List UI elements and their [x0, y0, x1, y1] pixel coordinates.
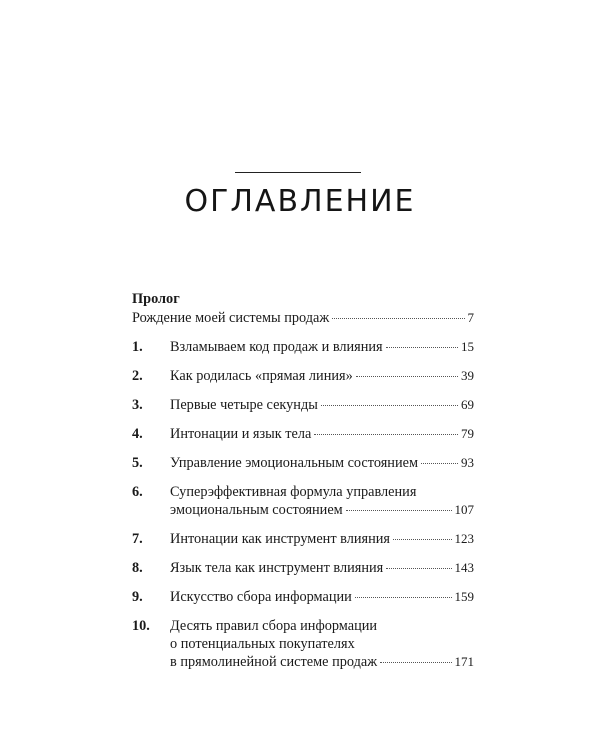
- chapter-title-line: Управление эмоциональным состоянием: [170, 455, 418, 471]
- chapter-body: [170, 454, 474, 472]
- chapter-number: 3.: [132, 397, 143, 413]
- chapter-page: 107: [454, 502, 474, 517]
- chapter-last-line: [170, 653, 474, 671]
- chapter-last-line: [170, 559, 474, 577]
- chapter-number: 10.: [132, 618, 150, 634]
- chapter-title-line: эмоциональным состоянием: [170, 502, 343, 518]
- leader-dots: [421, 463, 458, 464]
- chapter-entry: [132, 559, 474, 577]
- chapter-body: [170, 530, 474, 548]
- chapter-title-line: Интонации и язык тела: [170, 426, 312, 442]
- chapter-page: 79: [461, 426, 474, 441]
- leader-dots: [386, 347, 458, 348]
- chapter-page: 123: [454, 531, 474, 546]
- chapter-entry: [132, 483, 474, 519]
- chapter-page: 159: [454, 589, 474, 604]
- chapter-number: 4.: [132, 426, 143, 442]
- chapter-title-line: Язык тела как инструмент влияния: [170, 560, 384, 576]
- title-rule: [235, 172, 361, 173]
- prologue-entry: [132, 309, 474, 327]
- chapter-number: 7.: [132, 531, 143, 547]
- leader-dots: [380, 662, 451, 663]
- chapter-last-line: [170, 338, 474, 356]
- chapter-entry: [132, 338, 474, 356]
- chapter-page: 93: [461, 455, 474, 470]
- chapter-body: [170, 425, 474, 443]
- chapter-page: 39: [461, 368, 474, 383]
- leader-dots: [386, 568, 451, 569]
- chapter-page: 69: [461, 397, 474, 412]
- chapter-last-line: [170, 530, 474, 548]
- chapter-title-line: Суперэффективная формула управления: [170, 484, 417, 500]
- chapter-body: [170, 338, 474, 356]
- chapter-entry: [132, 454, 474, 472]
- leader-dots: [346, 510, 452, 511]
- chapter-body: [170, 588, 474, 606]
- chapter-number: 1.: [132, 339, 143, 355]
- chapter-last-line: [170, 588, 474, 606]
- prologue-page: 7: [467, 310, 474, 325]
- chapter-body: [170, 483, 474, 519]
- prologue-title: Рождение моей системы продаж: [132, 310, 330, 326]
- page-title: ОГЛАВЛЕНИЕ: [184, 184, 416, 219]
- chapter-number: 2.: [132, 368, 143, 384]
- chapter-entry: [132, 367, 474, 385]
- chapter-body: [170, 617, 474, 671]
- chapter-last-line: [170, 425, 474, 443]
- chapter-title-line: Десять правил сбора информации: [170, 618, 378, 634]
- chapter-title-line: о потенциальных покупателях: [170, 636, 355, 652]
- chapter-title-line: Первые четыре секунды: [170, 397, 318, 413]
- leader-dots: [321, 405, 458, 406]
- leader-dots: [356, 376, 458, 377]
- chapter-title-line: Взламываем код продаж и влияния: [170, 339, 383, 355]
- chapter-page: 15: [461, 339, 474, 354]
- chapter-last-line: [170, 454, 474, 472]
- chapter-last-line: [170, 367, 474, 385]
- chapter-last-line: [170, 396, 474, 414]
- table-of-contents: [132, 290, 474, 671]
- chapter-number: 5.: [132, 455, 143, 471]
- chapter-entry: [132, 588, 474, 606]
- chapter-body: [170, 559, 474, 577]
- chapter-title-line: Интонации как инструмент влияния: [170, 531, 390, 547]
- chapter-entry: [132, 530, 474, 548]
- chapter-page: 143: [454, 560, 474, 575]
- chapter-title-line: в прямолинейной системе продаж: [170, 654, 378, 670]
- chapter-entry: [132, 425, 474, 443]
- leader-dots: [355, 597, 452, 598]
- leader-dots: [314, 434, 458, 435]
- leader-dots: [332, 318, 464, 319]
- chapter-entry: [132, 617, 474, 671]
- chapter-list: [132, 338, 474, 671]
- chapter-number: 6.: [132, 484, 143, 500]
- chapter-title-line: Как родилась «прямая линия»: [170, 368, 353, 384]
- chapter-last-line: [170, 501, 474, 519]
- chapter-body: [170, 396, 474, 414]
- chapter-body: [170, 367, 474, 385]
- chapter-number: 8.: [132, 560, 143, 576]
- chapter-page: 171: [454, 654, 474, 669]
- chapter-title-line: Искусство сбора информации: [170, 589, 352, 605]
- prologue-heading: Пролог: [132, 291, 180, 307]
- chapter-entry: [132, 396, 474, 414]
- chapter-number: 9.: [132, 589, 143, 605]
- leader-dots: [393, 539, 452, 540]
